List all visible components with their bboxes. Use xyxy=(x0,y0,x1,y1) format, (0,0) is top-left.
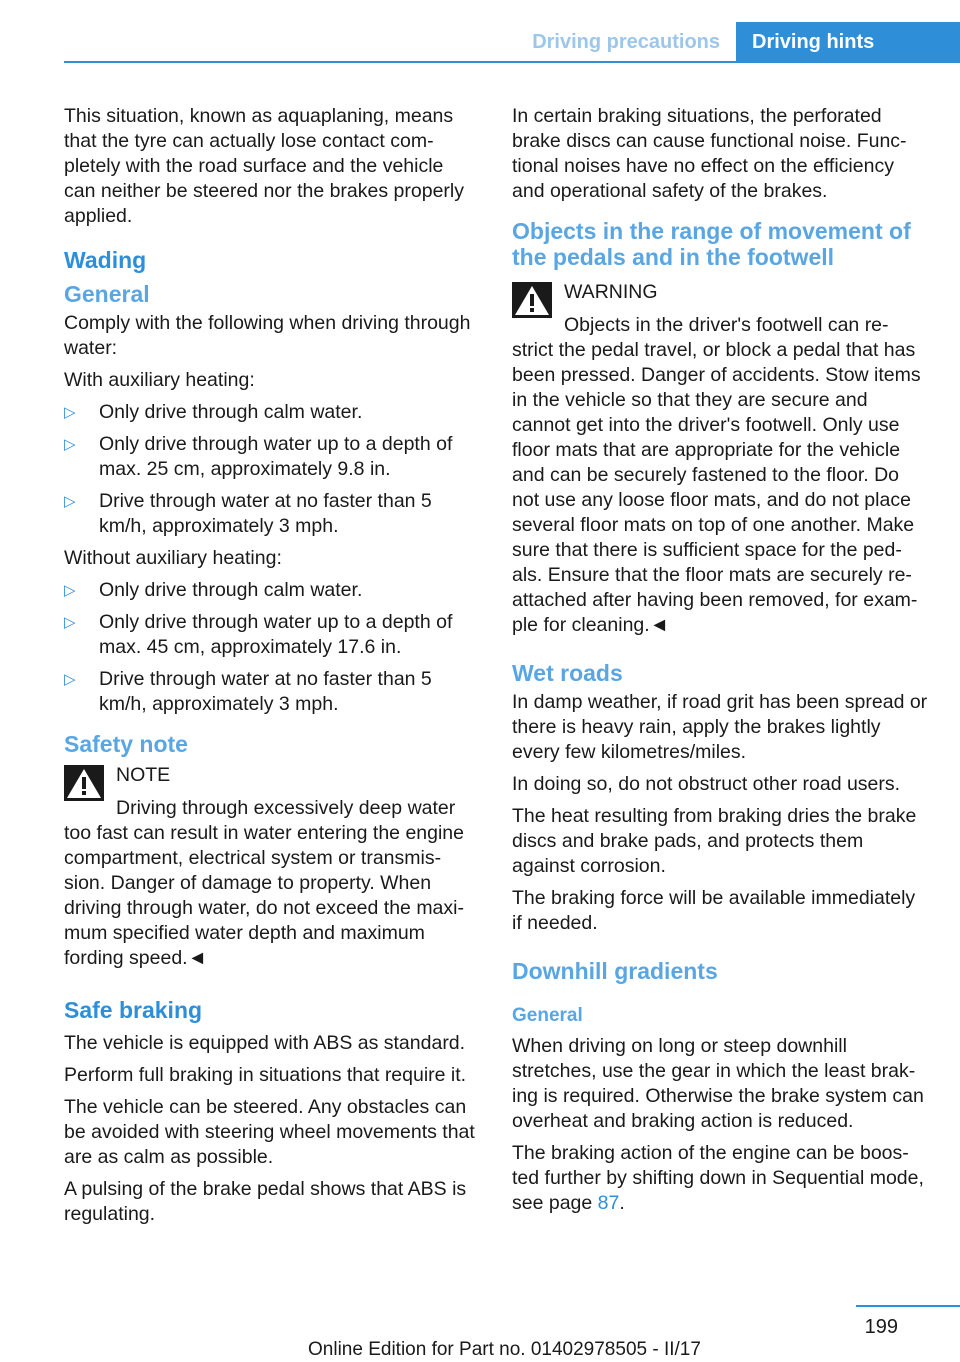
braking-paragraph-1: The vehicle is equipped with ABS as standard. xyxy=(64,1032,466,1054)
without-aux-label: Without auxiliary heating: xyxy=(64,547,282,569)
wet-paragraph-4: The braking force will be available immediately if needed. xyxy=(512,887,916,934)
warning-keyword: WARNING xyxy=(564,281,658,303)
braking-paragraph-4: A pulsing of the brake pedal shows that ABS is regulating. xyxy=(64,1178,467,1225)
wet-paragraph-1: In damp weather, if road grit has been spread or there is heavy rain, apply the brakes lightly every few kilometres/miles. xyxy=(512,691,928,763)
right-column xyxy=(512,104,928,1223)
downhill-paragraph-2: The braking action of the engine can be boos-ted further by shifting down in Sequential mode, see page 87. xyxy=(512,1142,924,1214)
note-notice xyxy=(64,763,478,971)
list-item: ▷ Drive through water at no faster than 5 km/h, approximately 3 mph. xyxy=(64,490,432,537)
header-rule xyxy=(64,61,960,63)
wading-heading: Wading xyxy=(64,247,147,273)
header-tab-driving-hints[interactable]: Driving hints xyxy=(736,22,960,62)
warning-triangle-icon xyxy=(512,282,552,318)
list-item: ▷ Only drive through water up to a depth of max. 45 cm, approximately 17.6 in. xyxy=(64,611,453,658)
objects-pedals-heading: Objects in the range of movement of the pedals and in the footwell xyxy=(512,218,911,270)
general-paragraph: Comply with the following when driving through water: xyxy=(64,312,471,359)
wet-paragraph-3: The heat resulting from braking dries the brake discs and brake pads, and protects them against corrosion. xyxy=(512,805,917,877)
edition-footer: Online Edition for Part no. 01402978505 - II/17 xyxy=(308,1339,701,1360)
list-item: ▷ Only drive through water up to a depth of max. 25 cm, approximately 9.8 in. xyxy=(64,433,453,480)
list-item: ▷ Drive through water at no faster than 5 km/h, approximately 3 mph. xyxy=(64,668,432,715)
triangle-right-outline-icon: ▷ xyxy=(64,582,76,599)
braking-paragraph-3: The vehicle can be steered. Any obstacles can be avoided with steering wheel movements that are as calm as possible. xyxy=(64,1096,475,1168)
wet-paragraph-2: In doing so, do not obstruct other road users. xyxy=(512,773,901,795)
triangle-right-outline-icon: ▷ xyxy=(64,493,76,510)
with-aux-list xyxy=(64,400,478,539)
note-text: Driving through excessively deep water too fast can result in water entering the engine compartment, electrical system or transmis-sion. Danger of damage to property. When driving through water, do not exceed the maxi-mum specified water depth and maximum fording speed.◄ xyxy=(64,797,464,969)
with-aux-label: With auxiliary heating: xyxy=(64,369,255,391)
triangle-right-outline-icon: ▷ xyxy=(64,436,76,453)
warning-triangle-icon xyxy=(64,765,104,801)
left-column xyxy=(64,104,478,1234)
triangle-right-outline-icon: ▷ xyxy=(64,614,76,631)
list-item: ▷ Only drive through calm water. xyxy=(64,401,363,423)
without-aux-list xyxy=(64,578,478,717)
downhill-paragraph-1: When driving on long or steep downhill stretches, use the gear in which the least brak-ing is required. Otherwise the brake system can overheat and braking action is reduced. xyxy=(512,1035,924,1132)
downhill-general-heading: General xyxy=(512,1005,583,1026)
page-header xyxy=(0,0,960,63)
general-heading: General xyxy=(64,281,150,307)
wet-roads-heading: Wet roads xyxy=(512,660,623,686)
list-item: ▷ Only drive through calm water. xyxy=(64,579,363,601)
braking-paragraph-2: Perform full braking in situations that require it. xyxy=(64,1064,467,1086)
page-number: 199 xyxy=(864,1316,898,1338)
note-keyword: NOTE xyxy=(116,764,171,786)
footer-rule xyxy=(856,1305,960,1307)
warning-text: Objects in the driver's footwell can re-strict the pedal travel, or block a pedal that has been pressed. Danger of accidents. Stow items in the vehicle so that they are secure and cannot get into the driver's footwell. Only use floor mats that are appropriate for the vehicle and can be securely fastened to the floor. Do not use any loose floor mats, and do not place several floor mats on top of one another. Make sure that there is sufficient space for the ped-als. Ensure that the floor mats are securely re-attached after having been removed, for exam-ple for cleaning.◄ xyxy=(512,314,921,636)
triangle-right-outline-icon: ▷ xyxy=(64,404,76,421)
downhill-heading: Downhill gradients xyxy=(512,958,718,984)
safety-note-heading: Safety note xyxy=(64,731,188,757)
warning-notice xyxy=(512,280,928,638)
triangle-right-outline-icon: ▷ xyxy=(64,671,76,688)
page-link[interactable]: 87 xyxy=(597,1192,620,1214)
aquaplaning-paragraph: This situation, known as aquaplaning, means that the tyre can actually lose contact com-pletely with the road surface and the vehicle can neither be steered nor the brakes properly applied. xyxy=(64,105,464,227)
header-tab-driving-precautions[interactable]: Driving precautions xyxy=(532,31,720,53)
safe-braking-heading: Safe braking xyxy=(64,997,203,1023)
brake-noise-paragraph: In certain braking situations, the perforated brake discs can cause functional noise. Func-tional noises have no effect on the efficiency and operational safety of the brakes. xyxy=(512,105,907,202)
